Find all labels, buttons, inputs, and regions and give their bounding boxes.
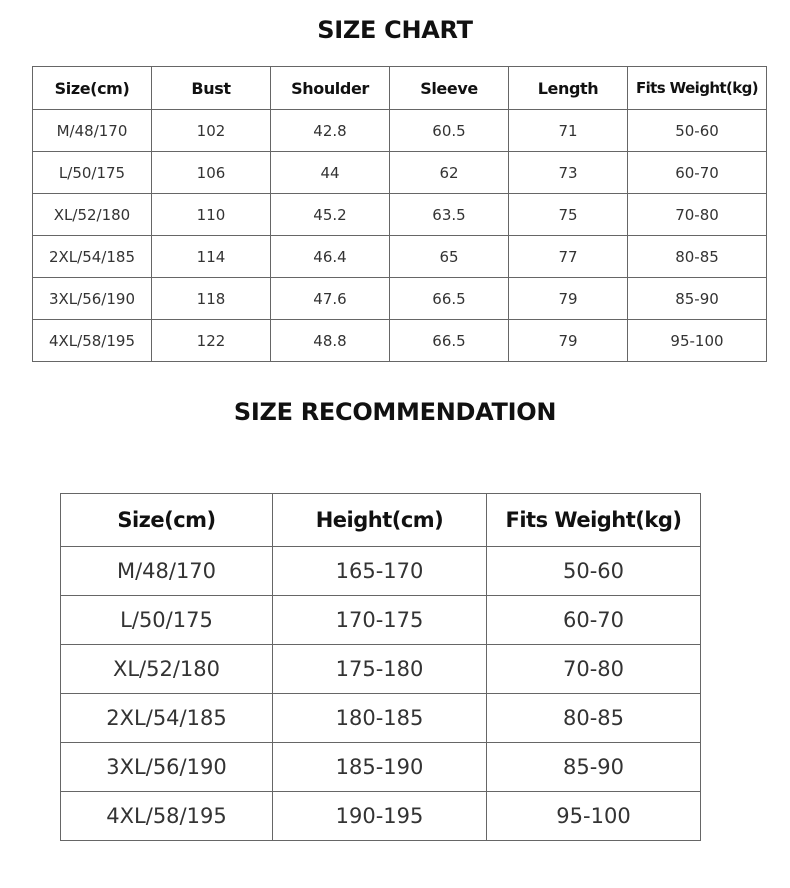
table-cell: 75 bbox=[509, 194, 628, 236]
table-cell: 95-100 bbox=[628, 320, 767, 362]
table-cell: 4XL/58/195 bbox=[61, 792, 273, 841]
table-cell: 60.5 bbox=[390, 110, 509, 152]
table-cell: 114 bbox=[152, 236, 271, 278]
table-cell: XL/52/180 bbox=[33, 194, 152, 236]
column-header-fits-weight: Fits Weight(kg) bbox=[487, 494, 701, 547]
table-cell: 50-60 bbox=[487, 547, 701, 596]
table-cell: XL/52/180 bbox=[61, 645, 273, 694]
column-header-size: Size(cm) bbox=[33, 67, 152, 110]
table-cell: 190-195 bbox=[273, 792, 487, 841]
table-cell: 70-80 bbox=[628, 194, 767, 236]
table-cell: 122 bbox=[152, 320, 271, 362]
size-chart-row bbox=[33, 194, 767, 236]
table-cell: 77 bbox=[509, 236, 628, 278]
table-cell: 45.2 bbox=[271, 194, 390, 236]
table-cell: L/50/175 bbox=[61, 596, 273, 645]
size-recommendation-title: SIZE RECOMMENDATION bbox=[233, 398, 557, 426]
size-chart-title: SIZE CHART bbox=[317, 16, 473, 44]
table-cell: 48.8 bbox=[271, 320, 390, 362]
table-cell: 2XL/54/185 bbox=[61, 694, 273, 743]
column-header-height: Height(cm) bbox=[273, 494, 487, 547]
table-cell: 70-80 bbox=[487, 645, 701, 694]
table-cell: 4XL/58/195 bbox=[33, 320, 152, 362]
table-cell: 42.8 bbox=[271, 110, 390, 152]
table-cell: 95-100 bbox=[487, 792, 701, 841]
table-cell: M/48/170 bbox=[33, 110, 152, 152]
table-cell: 66.5 bbox=[390, 320, 509, 362]
size-chart-table bbox=[32, 66, 767, 362]
column-header-fits-weight: Fits Weight(kg) bbox=[628, 67, 767, 110]
table-cell: 63.5 bbox=[390, 194, 509, 236]
size-chart-row bbox=[33, 152, 767, 194]
table-cell: 3XL/56/190 bbox=[33, 278, 152, 320]
table-cell: 106 bbox=[152, 152, 271, 194]
table-cell: 62 bbox=[390, 152, 509, 194]
table-cell: 47.6 bbox=[271, 278, 390, 320]
column-header-bust: Bust bbox=[152, 67, 271, 110]
size-recommendation-table bbox=[60, 493, 701, 841]
table-cell: 118 bbox=[152, 278, 271, 320]
table-cell: 3XL/56/190 bbox=[61, 743, 273, 792]
recommendation-row bbox=[61, 743, 701, 792]
table-cell: 79 bbox=[509, 278, 628, 320]
recommendation-row bbox=[61, 596, 701, 645]
table-cell: M/48/170 bbox=[61, 547, 273, 596]
table-cell: 102 bbox=[152, 110, 271, 152]
column-header-size: Size(cm) bbox=[61, 494, 273, 547]
table-cell: 170-175 bbox=[273, 596, 487, 645]
column-header-length: Length bbox=[509, 67, 628, 110]
table-cell: 185-190 bbox=[273, 743, 487, 792]
table-cell: 80-85 bbox=[487, 694, 701, 743]
table-cell: 85-90 bbox=[487, 743, 701, 792]
size-chart-row bbox=[33, 236, 767, 278]
table-cell: 65 bbox=[390, 236, 509, 278]
table-cell: 60-70 bbox=[487, 596, 701, 645]
table-cell: 46.4 bbox=[271, 236, 390, 278]
table-cell: 66.5 bbox=[390, 278, 509, 320]
size-chart-row bbox=[33, 320, 767, 362]
table-cell: 110 bbox=[152, 194, 271, 236]
table-cell: 79 bbox=[509, 320, 628, 362]
recommendation-row bbox=[61, 645, 701, 694]
table-cell: 60-70 bbox=[628, 152, 767, 194]
table-cell: 175-180 bbox=[273, 645, 487, 694]
size-chart-header-row bbox=[33, 67, 767, 110]
table-cell: 50-60 bbox=[628, 110, 767, 152]
table-cell: L/50/175 bbox=[33, 152, 152, 194]
table-cell: 71 bbox=[509, 110, 628, 152]
recommendation-row bbox=[61, 792, 701, 841]
table-cell: 85-90 bbox=[628, 278, 767, 320]
recommendation-row bbox=[61, 694, 701, 743]
column-header-sleeve: Sleeve bbox=[390, 67, 509, 110]
size-chart-row bbox=[33, 278, 767, 320]
table-cell: 165-170 bbox=[273, 547, 487, 596]
table-cell: 2XL/54/185 bbox=[33, 236, 152, 278]
column-header-shoulder: Shoulder bbox=[271, 67, 390, 110]
recommendation-row bbox=[61, 547, 701, 596]
table-cell: 80-85 bbox=[628, 236, 767, 278]
table-cell: 180-185 bbox=[273, 694, 487, 743]
table-cell: 44 bbox=[271, 152, 390, 194]
recommendation-header-row bbox=[61, 494, 701, 547]
table-cell: 73 bbox=[509, 152, 628, 194]
size-chart-row bbox=[33, 110, 767, 152]
